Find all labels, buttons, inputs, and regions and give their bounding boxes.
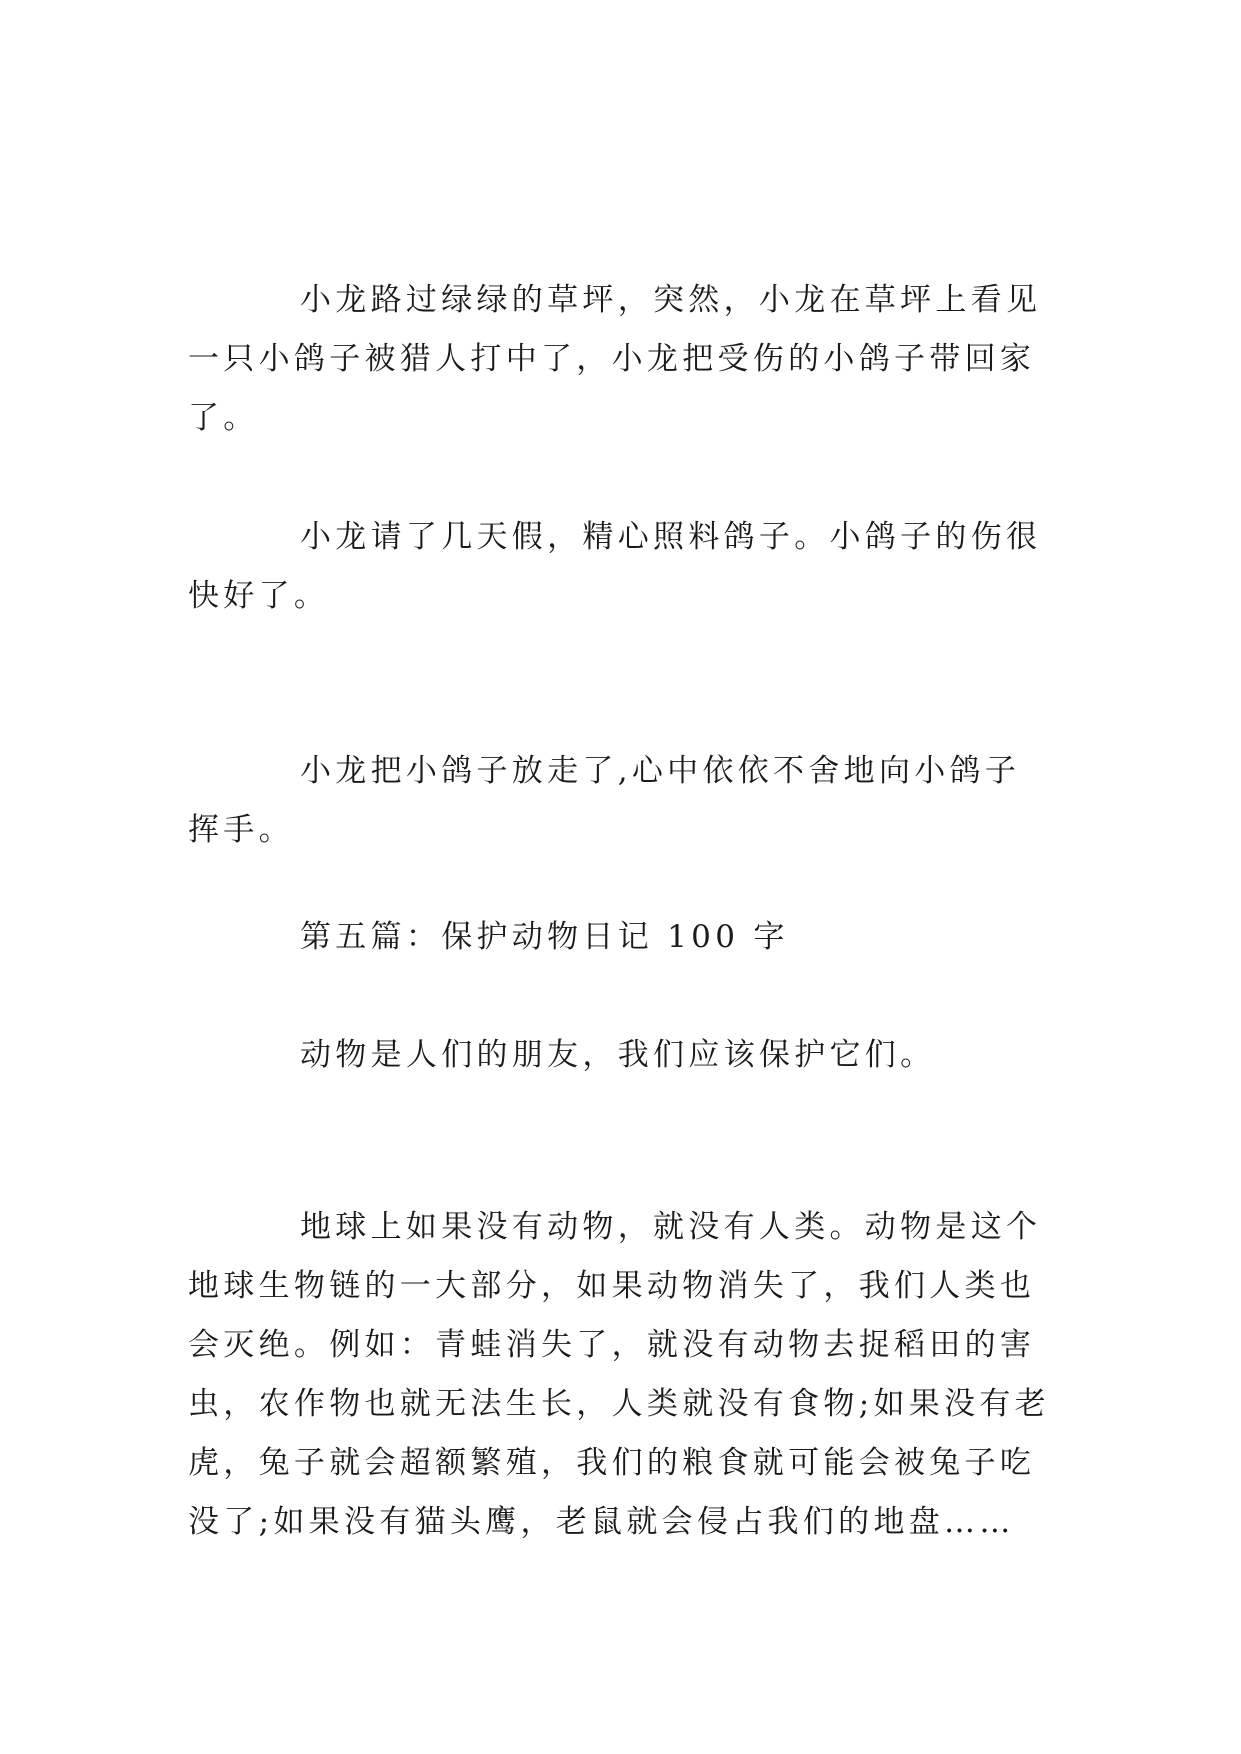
section-heading: 第五篇：保护动物日记 100 字	[300, 919, 789, 955]
paragraph-pigeon-release: 小龙把小鸽子放走了,心中依依不舍地向小鸽子挥手。	[188, 753, 1021, 848]
paragraph-pigeon-rescue: 小龙路过绿绿的草坪，突然，小龙在草坪上看见一只小鸽子被猎人打中了，小龙把受伤的小鸽子带回家了。	[188, 282, 1042, 436]
paragraph-pigeon-care: 小龙请了几天假，精心照料鸽子。小鸽子的伤很快好了。	[188, 519, 1042, 614]
paragraph-food-chain: 地球上如果没有动物，就没有人类。动物是这个地球生物链的一大部分，如果动物消失了，我们人类也会灭绝。例如：青蛙消失了，就没有动物去捉稻田的害虫，农作物也就无法生长，人类就没有食物;如果没有老虎，兔子就会超额繁殖，我们的粮食就可能会被兔子吃没了;如果没有猫头鹰，老鼠就会侵占我们的地盘……	[188, 1209, 1050, 1540]
paragraph-animals-friends: 动物是人们的朋友，我们应该保护它们。	[300, 1037, 936, 1073]
